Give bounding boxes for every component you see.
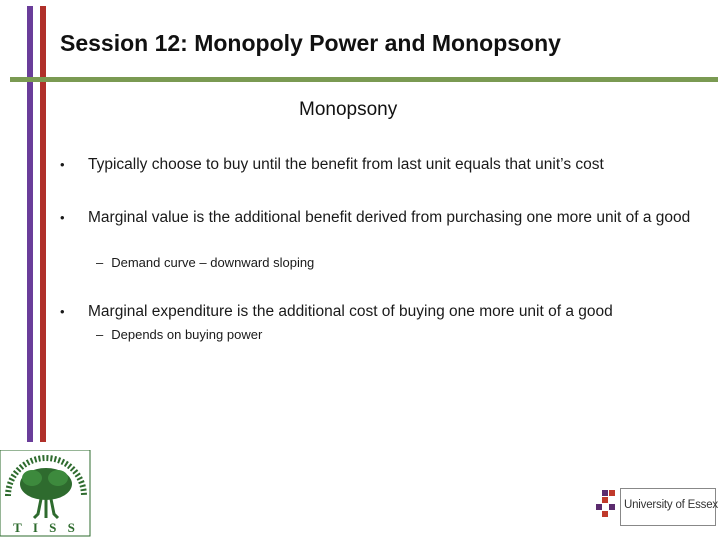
logo-square xyxy=(602,497,608,503)
logo-square xyxy=(609,504,615,510)
bullet-marker-3: • xyxy=(60,304,65,319)
essex-logo-text: University of Essex xyxy=(624,499,718,511)
sub-bullet-3 xyxy=(96,327,262,342)
bullet-text-2: Marginal value is the additional benefit derived from purchasing one more unit of a good xyxy=(88,209,691,226)
logo-square xyxy=(609,490,615,496)
logo-square xyxy=(602,511,608,517)
sub-bullet-text: Demand curve – downward sloping xyxy=(111,255,315,270)
bullet-text-1: Typically choose to buy until the benefit from last unit equals that unit’s cost xyxy=(88,156,604,173)
bullet-marker-1: • xyxy=(60,157,65,172)
bullet-marker-2: • xyxy=(60,210,65,225)
essex-logo xyxy=(596,484,716,528)
slide-title: Session 12: Monopoly Power and Monopsony xyxy=(60,30,561,56)
sub-bullet-2 xyxy=(96,255,314,270)
tiss-logo-letters: T I S S xyxy=(13,520,79,535)
tiss-logo xyxy=(0,450,92,538)
slide-subtitle: Monopsony xyxy=(299,99,398,120)
bullet-text-3: Marginal expenditure is the additional cost of buying one more unit of a good xyxy=(88,303,613,320)
sub-bullet-dash: – xyxy=(96,327,104,342)
left-purple-bar xyxy=(27,6,33,442)
logo-square xyxy=(596,504,602,510)
sub-bullet-dash: – xyxy=(96,255,104,270)
title-underline-rule xyxy=(10,77,718,82)
logo-square xyxy=(602,490,608,496)
sub-bullet-text: Depends on buying power xyxy=(111,327,263,342)
left-red-bar xyxy=(40,6,46,442)
